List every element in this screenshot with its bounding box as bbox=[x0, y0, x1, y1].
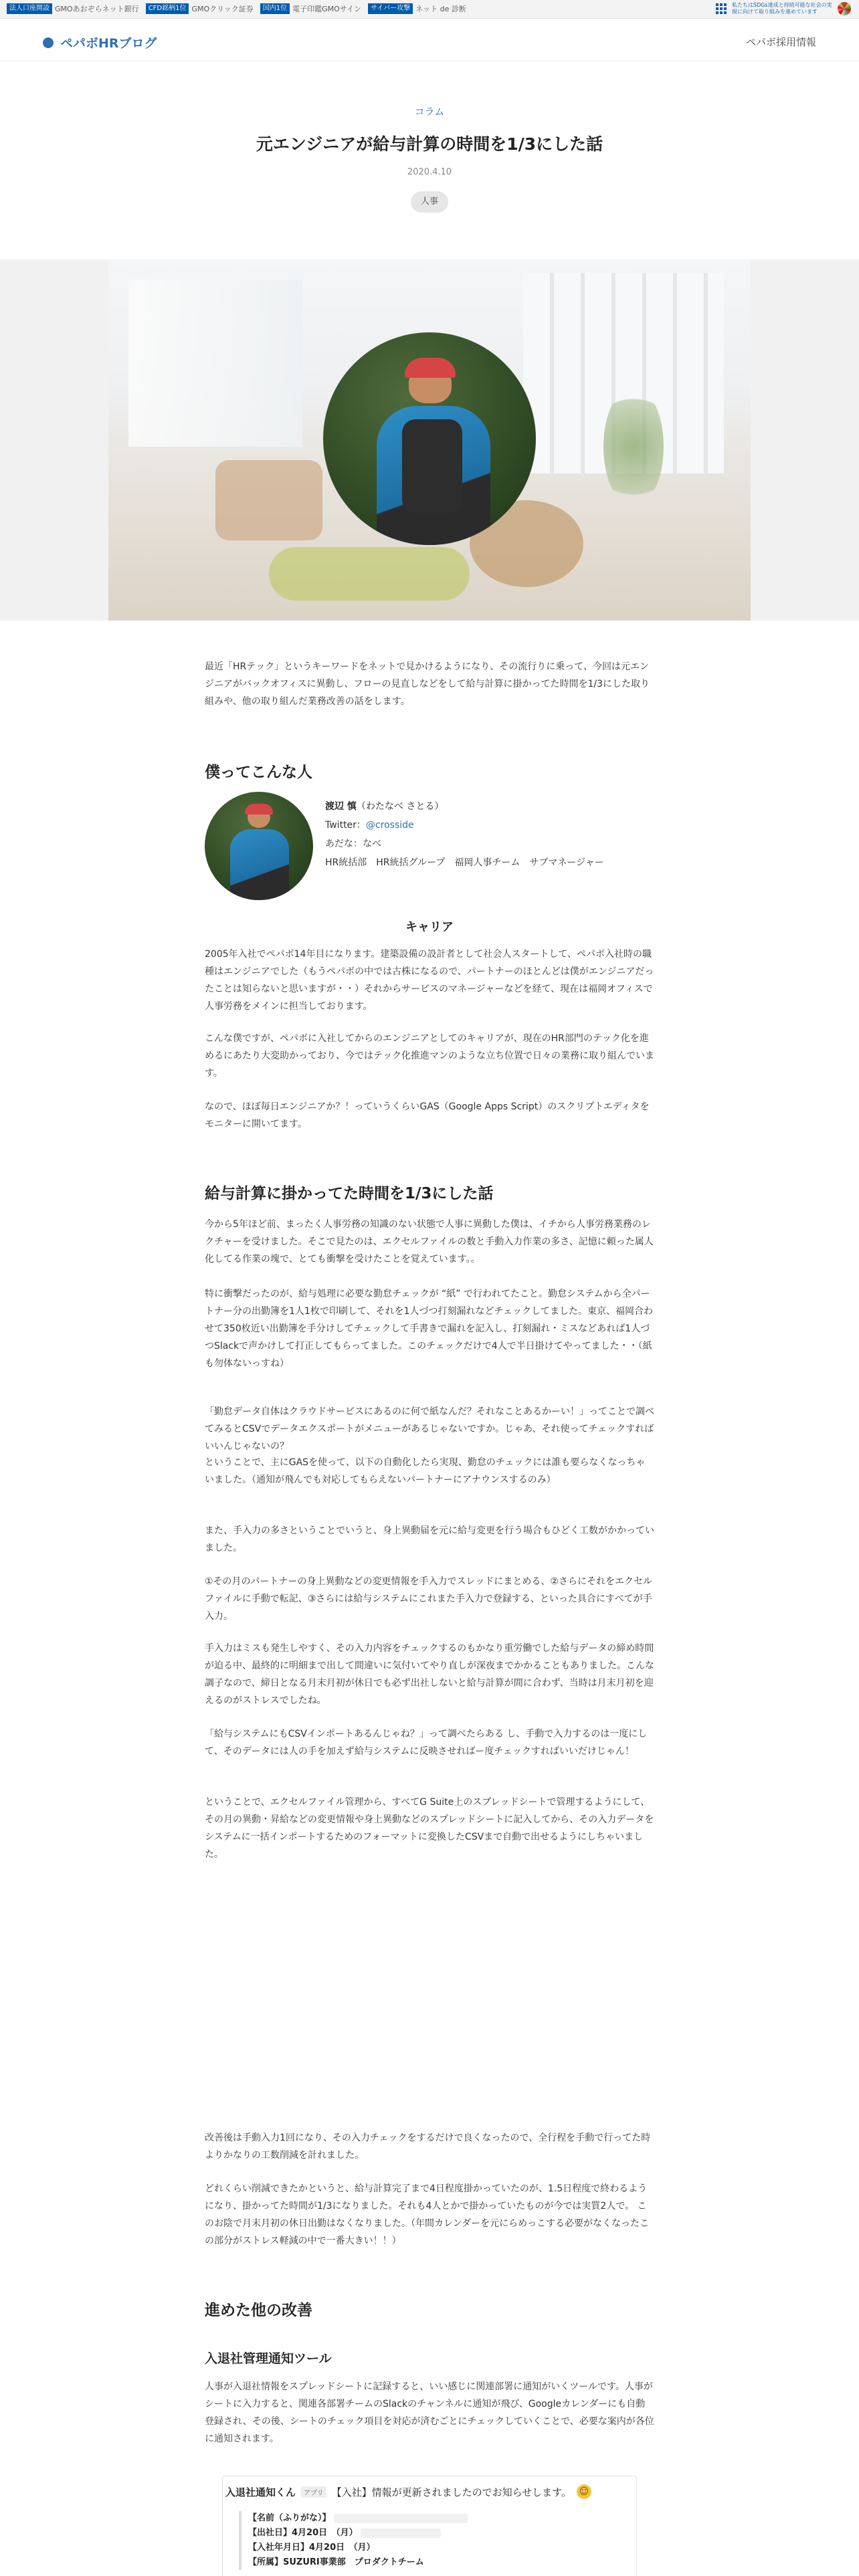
article-category[interactable]: コラム bbox=[414, 106, 445, 118]
smile-emoji-icon: ☺ bbox=[577, 2484, 591, 2499]
gmo-link-shindan[interactable] bbox=[368, 3, 466, 14]
payroll-paragraph: また、手入力の多さということでいうと、身上異動届を元に給与変更を行う場合もひどく工数がかかっていました。 bbox=[205, 1525, 654, 1553]
twitter-label: Twitter： bbox=[325, 820, 366, 831]
payroll-paragraph: 「勤怠データ自体はクラウドサービスにあるのに何で紙なんだ？それなことあるかーい！」ってことで調べてみるとCSVでデータエクスポートがメニューがあるじゃないですか。じゃあ、それ使ってチェックすればいいんじゃないの？ bbox=[205, 1406, 654, 1452]
other-improvements-heading: 進めた他の改善 bbox=[205, 2302, 312, 2319]
result-paragraph: 改善後は手動入力1回になり、その入力チェックをするだけで良くなったので、全行程を手動で行ってた時よりかなりの工数削減を計れました。 bbox=[205, 2133, 651, 2161]
gmo-link-label: 電子印鑑GMOサイン bbox=[292, 5, 361, 13]
notification-fields bbox=[239, 2511, 468, 2570]
gmo-link-badge: サイバー攻撃 bbox=[368, 3, 413, 14]
app-badge: アプリ bbox=[301, 2486, 326, 2498]
twitter-link[interactable]: @crosside bbox=[365, 820, 414, 831]
author-name-line bbox=[325, 797, 604, 816]
gmo-link-click[interactable] bbox=[146, 3, 254, 14]
payroll-paragraph: ①その月のパートナーの身上異動などの変更情報を手入力でスレッドにまとめる、②さらにそれをエクセルファイルに手動で転記、③さらには給与システムにこれまた手入力で登録する、といった具合にすべてが手入力。 bbox=[205, 1576, 652, 1622]
gmo-link-badge: CFD銘柄1位 bbox=[146, 3, 189, 14]
logo-dot-icon bbox=[43, 37, 54, 48]
sdgs-wheel-icon[interactable] bbox=[838, 2, 851, 15]
grid-menu-icon[interactable] bbox=[716, 3, 727, 14]
gmo-group-links bbox=[7, 3, 466, 14]
sdgs-text[interactable]: 私たちはSDGs達成と持続可能な社会の実現に向けて取り組みを進めています bbox=[732, 2, 832, 15]
notification-field-row: 【入社年月日】4月20日 （月） bbox=[248, 2543, 375, 2553]
onboarding-tool-paragraph: 人事が入退社情報をスプレッドシートに記録すると、いい感じに関連部署に通知がいくツールです。人事がシートに入力すると、関連各部署チームのSlackのチャンネルに通知が飛び、Googleカレンダーにも自動登録され、その後、シートのチェック項目を対応が済むごとにチェックしていくことで、必要な案内が各位に通知されます。 bbox=[205, 2381, 654, 2444]
gmo-link-aozora[interactable] bbox=[7, 3, 139, 14]
payroll-paragraph: 今から5年ほど前、まったく人事労務の知識のない状態で人事に異動した僕は、イチから人事労務業務のレクチャーを受けました。そこで見たのは、エクセルファイルの数と手動入力作業の多さ、記憶に頼った属人化してる作業の塊で、とても衝撃を受けたことを覚えています。。 bbox=[205, 1219, 654, 1265]
about-heading: 僕ってこんな人 bbox=[205, 764, 312, 781]
gmo-link-label: GMOクリック証券 bbox=[191, 5, 254, 13]
payroll-paragraph: ということで、エクセルファイル管理から、すべてG Suite上のスプレッドシートで管理するようにして、その月の異動・昇給などの変更情報や身上異動などのスプレッドシートに記入してから、その入力データをシステムに一括インポートするためのフォーマットに変換したCSVまで自動で出せるようにしちゃいました。 bbox=[205, 1797, 654, 1860]
author-avatar bbox=[205, 792, 313, 900]
notification-app-name: 入退社通知くん bbox=[225, 2486, 296, 2498]
payroll-paragraph: 特に衝撃だったのが、給与処理に必要な勤怠チェックが “紙” で行われてたこと。勤怠システムから全パートナー分の出勤簿を1人1枚で印刷して、それを1人づつ打刻漏れなどチェックしてました。東京、福岡合わせて350枚近い出勤簿を手分けしてチェックして手書きで漏れを記入し、打刻漏れ・ミスなどあれば1人づつSlackで声かけして打正してもらってました。このチェックだけで4人で半日掛けてやってました・・（紙も勿体ないっすね） bbox=[205, 1289, 654, 1369]
author-name: 渡辺 慎 bbox=[325, 801, 357, 812]
article-intro: 最近「HRテック」というキーワードをネットで見かけるようになり、その流行りに乗って、今回は元エンジニアがバックオフィスに異動し、フローの見直しなどをして給与計算に掛かってた時間を1/3にした取り組みや、他の取り組んだ業務改善の話をします。 bbox=[205, 661, 650, 707]
gmo-link-badge: 法人口座開設 bbox=[7, 3, 52, 14]
gmo-link-sign[interactable] bbox=[260, 3, 361, 14]
payroll-paragraph: 手入力はミスも発生しやすく、その入力内容をチェックするのもかなり重労働でした給与データの締め時間が迫る中、最終的に明細まで出して間違いに気付いてやり直しが深夜までかかることもありました。こんな調子なので、締日となる月末月初が休日でも必ず出社しないと給与計算が間に合わず、当時は月末月初を迎えるのがストレスでしたね。 bbox=[205, 1643, 654, 1706]
article-date: 2020.4.10 bbox=[407, 167, 452, 177]
article-tag[interactable]: 人事 bbox=[411, 191, 448, 213]
career-heading: キャリア bbox=[405, 920, 454, 934]
embedded-figure-placeholder bbox=[205, 1886, 654, 2107]
article-title: 元エンジニアが給与計算の時間を1/3にした話 bbox=[256, 134, 603, 154]
site-logo[interactable] bbox=[43, 33, 157, 51]
notification-field-row: 【出社日】4月20日 （月） bbox=[248, 2526, 468, 2541]
author-role: HR統括部 HR統括グループ 福岡人事チーム サブマネージャー bbox=[325, 857, 604, 868]
gmo-link-label: GMOあおぞらネット銀行 bbox=[55, 5, 139, 13]
slack-notification-card bbox=[222, 2476, 637, 2576]
recruit-link[interactable]: ペパボ採用情報 bbox=[745, 36, 816, 48]
onboarding-tool-heading: 入退社管理通知ツール bbox=[205, 2351, 332, 2366]
career-paragraph: なので、ほぼ毎日エンジニアか？！っていうくらいGAS（Google Apps Script）のスクリプトエディタをモニターに開いてます。 bbox=[205, 1101, 650, 1130]
career-paragraph: 2005年入社でペパボ14年目になります。建築設備の設計者として社会人スタートして、ペパボ入社時の職種はエンジニアでした（もうペパボの中では古株になるので、パートナーのほとんどは僕がエンジニアだったことは知らないと思いますが・・）それからサービスのマネージャーなどを経て、現在は福岡オフィスで人事労務をメインに担当しております。 bbox=[205, 949, 654, 1012]
author-twitter-line bbox=[325, 816, 604, 835]
gmo-link-badge: 国内1位 bbox=[260, 3, 290, 14]
notification-field-row: 【名前（ふりがな）】 bbox=[248, 2511, 468, 2526]
author-profile bbox=[325, 797, 604, 872]
career-paragraph: こんな僕ですが、ペパボに入社してからのエンジニアとしてのキャリアが、現在のHR部門のテック化を進めるにあたり大変助かっており、今ではテック化推進マンのような立ち位置で日々の業務に取り組んでいます。 bbox=[205, 1033, 654, 1079]
payroll-paragraph: 「給与システムにもCSVインポートあるんじゃね？」って調べたらある し、手動で入力するのは一度にして、そのデータには人の手を加えず給与システムに反映させればー度チェックすればいいだけじゃん！ bbox=[205, 1729, 648, 1757]
site-header bbox=[0, 19, 859, 62]
author-nickname: あだな：なべ bbox=[325, 839, 381, 849]
gmo-bar-right bbox=[716, 2, 851, 15]
notification-field-row: 【所属】SUZURI事業部 プロダクトチーム bbox=[248, 2557, 424, 2567]
notification-message: 【入社】情報が更新されましたのでお知らせします。 bbox=[331, 2486, 571, 2498]
result-paragraph: どれくらい削減できたかというと、給与計算完了まで4日程度掛かっていたのが、1.5日程度で終わるようになり、掛かってた時間が1/3になりました。それも4人とかで掛かっていたものが今では実質2人で。 このお陰で月末月初の休日出勤はなくなりました。（年間カレンダーを元にらめっこする必要がなくなったこの部分がストレス軽減の中で一番大きい！！） bbox=[205, 2183, 649, 2246]
redacted-value bbox=[334, 2514, 468, 2523]
redacted-value bbox=[361, 2529, 441, 2538]
payroll-paragraph: ということで、主にGASを使って、以下の自動化したら実現、勤怠のチェックには誰も要らなくなっちゃいました。（通知が飛んでも対応してもらえないパートナーにアナウンスするのみ） bbox=[205, 1457, 646, 1485]
gmo-group-bar bbox=[0, 0, 859, 19]
gmo-link-label: ネット de 診断 bbox=[415, 5, 466, 13]
hero-portrait-photo bbox=[323, 332, 536, 545]
site-logo-text: ペパボHRブログ bbox=[60, 36, 157, 51]
payroll-heading: 給与計算に掛かってた時間を1/3にした話 bbox=[205, 1185, 494, 1202]
author-name-kana: （わたなべ さとる） bbox=[356, 801, 444, 812]
notification-header bbox=[225, 2484, 591, 2499]
